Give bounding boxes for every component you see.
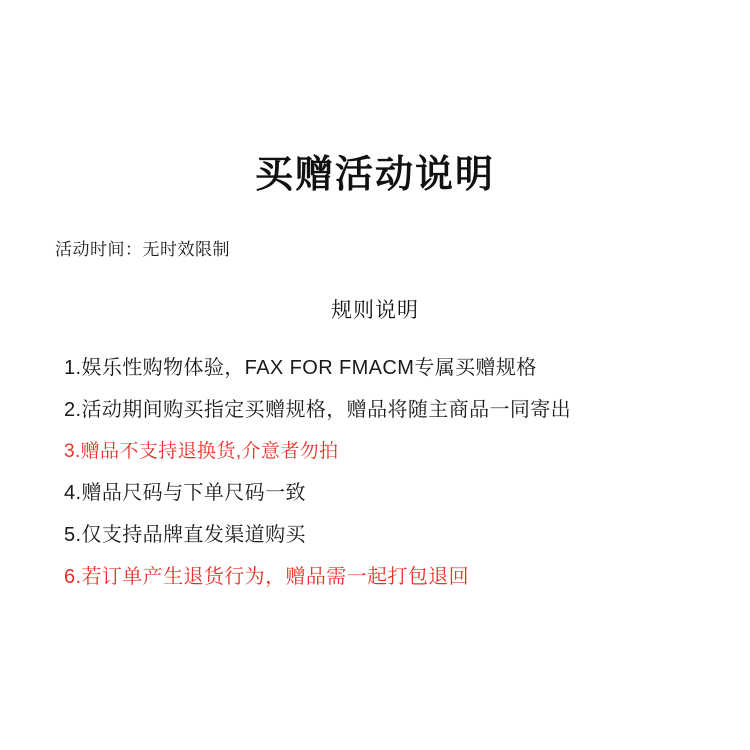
rule-item: 5.仅支持品牌直发渠道购买 bbox=[64, 524, 306, 546]
rule-item: 6.若订单产生退货行为，赠品需一起打包退回 bbox=[64, 566, 470, 588]
rule-item: 3.赠品不支持退换货,介意者勿拍 bbox=[64, 441, 339, 462]
rules-heading: 规则说明 bbox=[331, 299, 419, 322]
activity-time-text: 活动时间：无时效限制 bbox=[55, 240, 230, 259]
page-title: 买赠活动说明 bbox=[254, 152, 495, 196]
rule-item: 4.赠品尺码与下单尺码一致 bbox=[64, 482, 306, 504]
rule-item: 1.娱乐性购物体验，FAX FOR FMACM专属买赠规格 bbox=[64, 357, 537, 379]
rules-list bbox=[64, 358, 704, 609]
rule-item: 2.活动期间购买指定买赠规格，赠品将随主商品一同寄出 bbox=[64, 399, 572, 421]
